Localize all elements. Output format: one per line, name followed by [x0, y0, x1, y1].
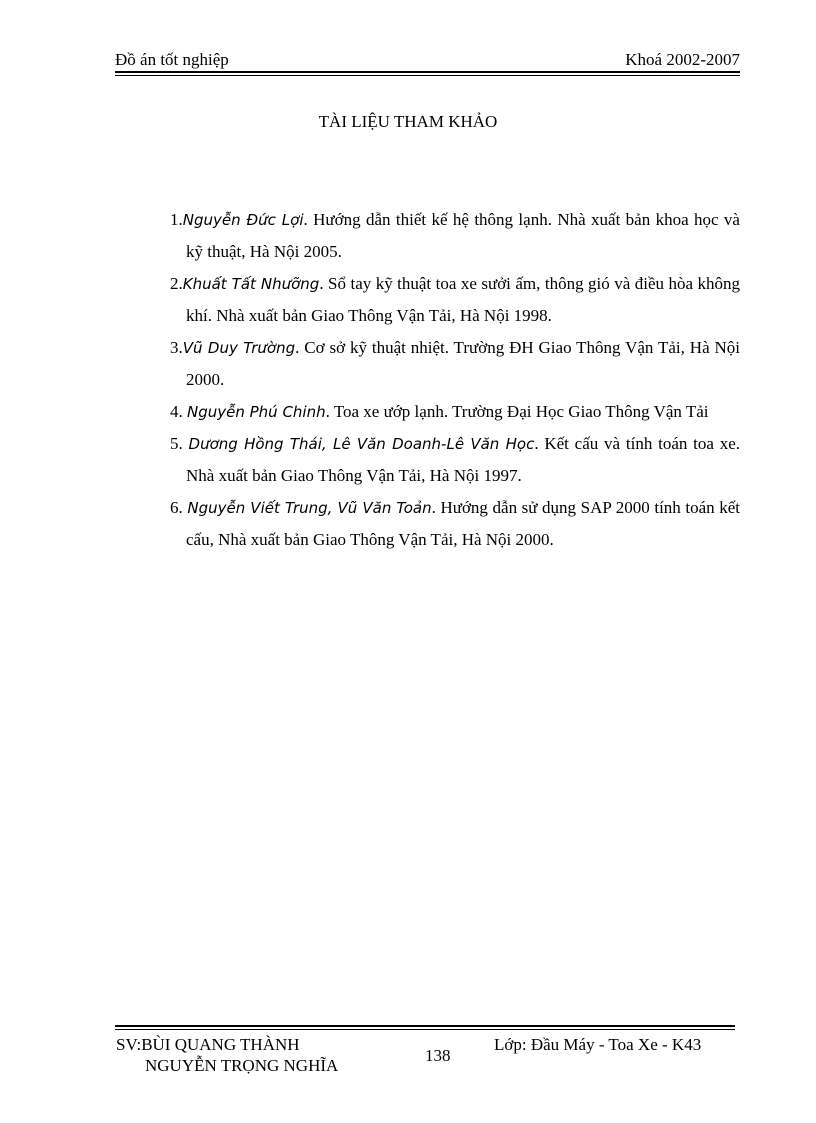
reference-text: . Sổ tay kỹ thuật toa xe sưởi ấm, thông gió và điều hòa không khí. Nhà xuất bản Giao Thông Vận Tải, Hà Nội 1998. [186, 274, 740, 325]
header-rule-thin [115, 75, 740, 76]
reference-number: 3. [170, 338, 183, 357]
reference-author: Khuất Tất Nhưỡng [182, 275, 320, 293]
reference-number: 5. [170, 434, 189, 453]
reference-number: 1. [170, 210, 183, 229]
reference-item [170, 268, 740, 332]
reference-number: 4. [170, 402, 187, 421]
reference-author: Nguyễn Đức Lợi [182, 211, 304, 229]
footer-student-2: NGUYỄN TRỌNG NGHĨA [145, 1056, 339, 1075]
reference-item [170, 428, 740, 492]
reference-text: . Hướng dẫn sử dụng SAP 2000 tính toán kết cấu, Nhà xuất bản Giao Thông Vận Tải, Hà Nội 2000. [186, 498, 741, 549]
reference-text: . Hướng dẫn thiết kế hệ thông lạnh. Nhà xuất bản khoa học và kỹ thuật, Hà Nội 2005. [186, 210, 740, 261]
reference-author: Nguyễn Phú Chinh [187, 403, 326, 421]
reference-text: . Toa xe ướp lạnh. Trường Đại Học Giao Thông Vận Tải [325, 402, 709, 421]
reference-item [170, 332, 740, 396]
reference-text: . Kết cấu và tính toán toa xe. Nhà xuất bản Giao Thông Vận Tải, Hà Nội 1997. [186, 434, 740, 485]
reference-author: Vũ Duy Trường [182, 339, 296, 357]
reference-number: 6. [170, 498, 188, 517]
page-number: 138 [425, 1046, 451, 1065]
header-right-course: Khoá 2002-2007 [625, 50, 740, 69]
reference-number: 2. [170, 274, 183, 293]
footer-student-1: SV:BÙI QUANG THÀNH [116, 1035, 300, 1054]
header-rule-thick [115, 71, 740, 73]
reference-item [170, 396, 740, 428]
footer-class-label: Lớp: Đầu Máy - Toa Xe - K43 [494, 1035, 702, 1054]
reference-item [170, 204, 740, 268]
page-title: TÀI LIỆU THAM KHẢO [318, 112, 498, 131]
footer-rule-thick [115, 1025, 735, 1027]
reference-author: Dương Hồng Thái, Lê Văn Doanh-Lê Văn Học [188, 435, 535, 453]
reference-text: . Cơ sở kỹ thuật nhiệt. Trường ĐH Giao Thông Vận Tải, Hà Nội 2000. [186, 338, 740, 389]
reference-item [170, 492, 740, 556]
reference-author: Nguyễn Viết Trung, Vũ Văn Toản [187, 499, 432, 517]
footer-rule-thin [115, 1029, 735, 1030]
header-left-title: Đồ án tốt nghiệp [115, 50, 229, 69]
reference-list [170, 204, 740, 556]
